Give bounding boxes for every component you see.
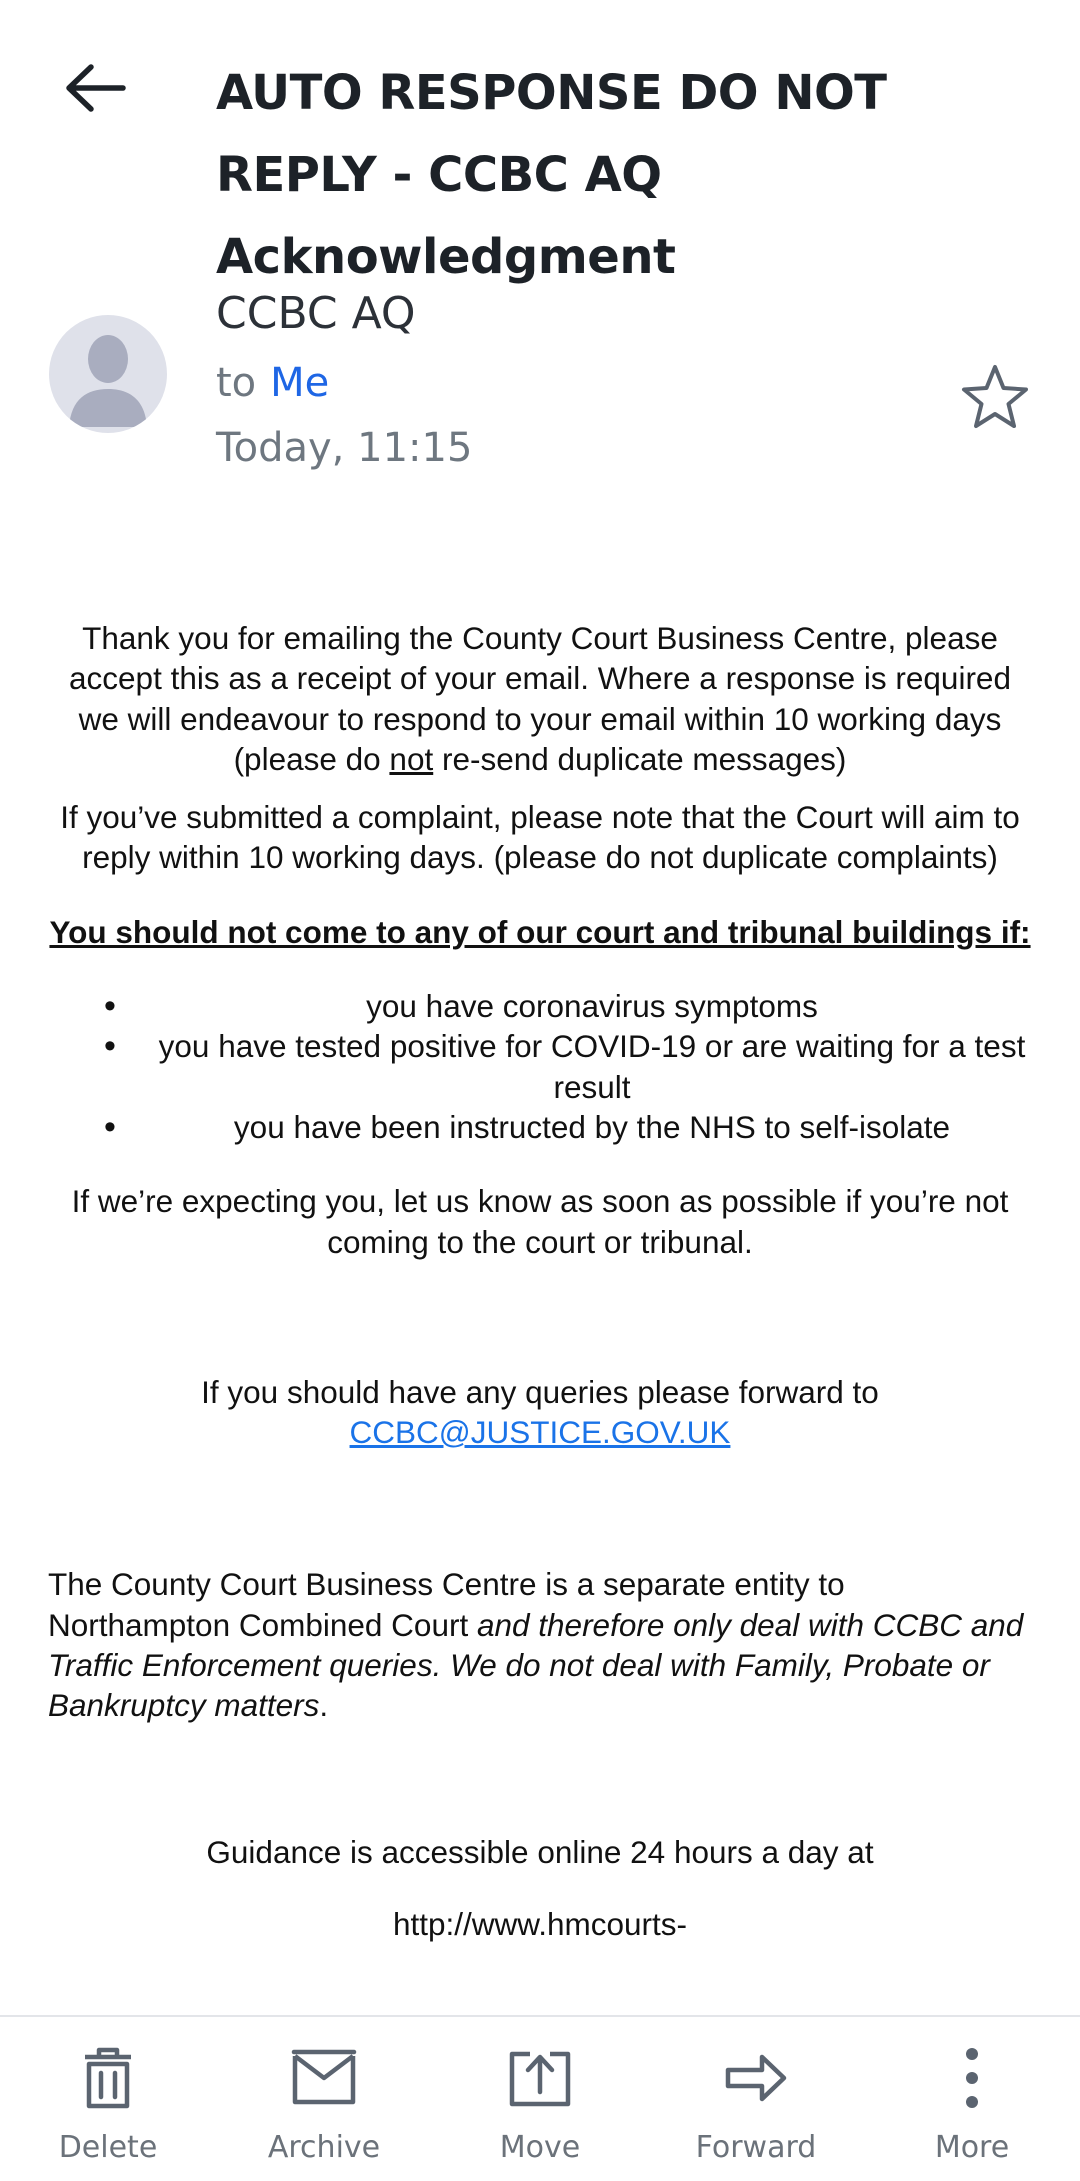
- more-button[interactable]: [864, 2017, 1080, 2181]
- archive-icon: [290, 2044, 358, 2112]
- body-warning-heading: You should not come to any of our court and tribunal buildings if:: [49, 913, 1031, 950]
- guidance-link[interactable]: http://www.hmcourts-: [392, 1905, 688, 1942]
- body-paragraph-entity: The County Court Business Centre is a separate entity to Northampton Combined Court and therefore only deal with CCBC and Traffic Enforcement queries. We do not deal with Family, Probate or Bankruptcy matters.: [48, 1566, 1024, 1724]
- archive-label: Archive: [267, 2130, 381, 2165]
- forward-label: Forward: [695, 2130, 817, 2165]
- move-label: Move: [499, 2130, 581, 2165]
- move-button[interactable]: [432, 2017, 648, 2181]
- sender-name[interactable]: CCBC AQ: [216, 288, 416, 339]
- avatar[interactable]: [49, 315, 167, 433]
- message-body: [48, 618, 1032, 1944]
- arrow-left-icon: [63, 62, 127, 114]
- body-paragraph-queries: If you should have any queries please forward to CCBC@JUSTICE.GOV.UK: [201, 1373, 879, 1451]
- more-vertical-icon: [938, 2044, 1006, 2112]
- delete-label: Delete: [58, 2130, 158, 2165]
- body-paragraph-guidance: Guidance is accessible online 24 hours a day at: [206, 1833, 874, 1870]
- archive-button[interactable]: [216, 2017, 432, 2181]
- list-item: • you have tested positive for COVID-19 or are waiting for a test result: [48, 1026, 1032, 1107]
- body-paragraph-complaint: If you’ve submitted a complaint, please note that the Court will aim to reply within 10 working days. (please do not duplicate complaints): [60, 799, 1020, 876]
- list-item: • you have coronavirus symptoms: [48, 986, 1032, 1026]
- to-prefix: to: [216, 360, 257, 406]
- message-header: [0, 0, 1080, 285]
- body-paragraph-expect: If we’re expecting you, let us know as soon as possible if you’re not coming to the court or tribunal.: [71, 1183, 1009, 1260]
- star-icon: [959, 362, 1031, 434]
- forward-button[interactable]: [648, 2017, 864, 2181]
- recipient-line: [216, 360, 329, 406]
- move-icon: [506, 2044, 574, 2112]
- more-label: More: [934, 2130, 1010, 2165]
- forward-icon: [722, 2044, 790, 2112]
- action-toolbar: [0, 2015, 1080, 2181]
- trash-icon: [74, 2044, 142, 2112]
- message-date: Today, 11:15: [216, 425, 473, 471]
- recipient-link[interactable]: Me: [270, 360, 330, 406]
- sender-row: [0, 270, 1080, 500]
- body-paragraph-receipt: Thank you for emailing the County Court Business Centre, please accept this as a receipt of your email. Where a response is required we will endeavour to respond to your email within 10 working days (please do not re-send duplicate messages): [69, 620, 1011, 777]
- email-link[interactable]: CCBC@JUSTICE.GOV.UK: [349, 1414, 731, 1451]
- back-button[interactable]: [50, 48, 140, 128]
- symptom-list: [48, 986, 1032, 1147]
- person-icon: [49, 315, 167, 433]
- message-subject: AUTO RESPONSE DO NOT REPLY - CCBC AQ Acknowledgment: [216, 65, 887, 285]
- list-item: • you have been instructed by the NHS to self-isolate: [48, 1107, 1032, 1147]
- star-button[interactable]: [955, 358, 1035, 438]
- delete-button[interactable]: [0, 2017, 216, 2181]
